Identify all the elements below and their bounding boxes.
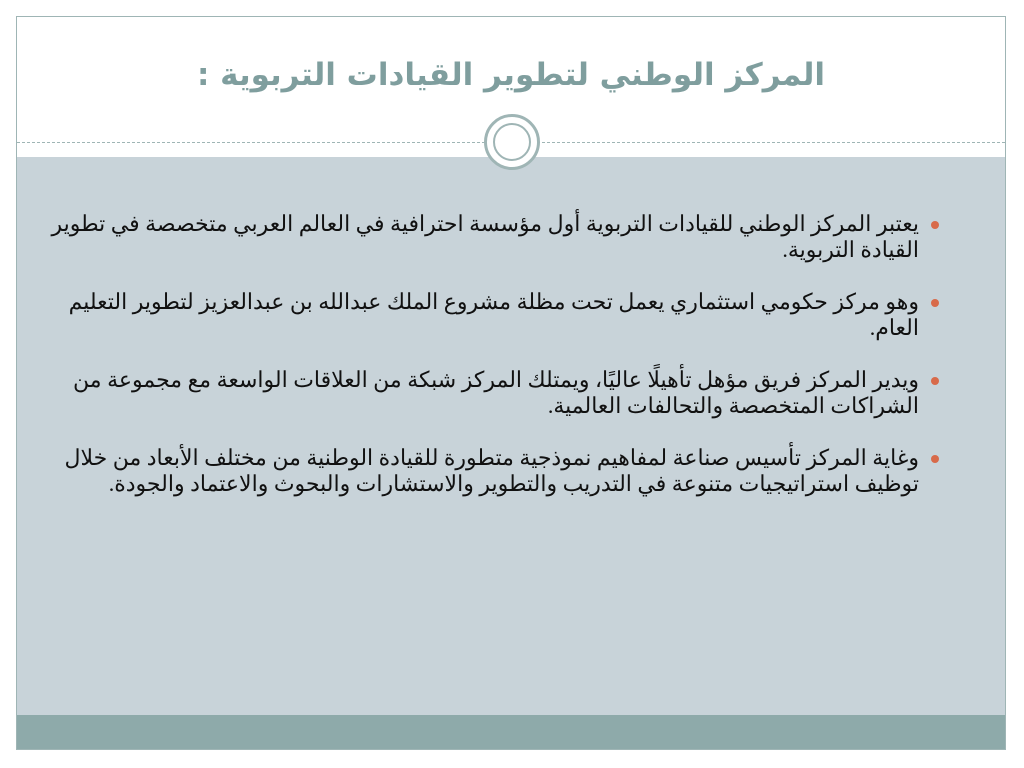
list-item bbox=[45, 445, 977, 497]
slide-title: المركز الوطني لتطوير القيادات التربوية : bbox=[196, 57, 826, 93]
bullet-text: وغاية المركز تأسيس صناعة لمفاهيم نموذجية متطورة للقيادة الوطنية من مختلف الأبعاد من خلال توظيف استراتيجيات متنوعة في التدريب والتطوير والاستشارات والبحوث والاعتماد والجودة. bbox=[64, 445, 919, 496]
bullet-dot-icon bbox=[931, 221, 939, 229]
list-item bbox=[45, 289, 977, 341]
bullet-list bbox=[45, 211, 977, 523]
bullet-text: ويدير المركز فريق مؤهل تأهيلًا عاليًا، ويمتلك المركز شبكة من العلاقات الواسعة مع مجموعة من الشراكات المتخصصة والتحالفات العالمية. bbox=[73, 367, 919, 418]
footer-bar bbox=[17, 715, 1005, 749]
bullet-text: وهو مركز حكومي استثماري يعمل تحت مظلة مشروع الملك عبدالله بن عبدالعزيز لتطوير التعليم العام. bbox=[68, 289, 919, 340]
bullet-dot-icon bbox=[931, 377, 939, 385]
bullet-dot-icon bbox=[931, 455, 939, 463]
list-item bbox=[45, 367, 977, 419]
bullet-dot-icon bbox=[931, 299, 939, 307]
bullet-text: يعتبر المركز الوطني للقيادات التربوية أول مؤسسة احترافية في العالم العربي متخصصة في تطوير القيادة التربوية. bbox=[51, 211, 919, 262]
slide bbox=[16, 16, 1006, 750]
list-item bbox=[45, 211, 977, 263]
divider-circle-inner-ring bbox=[493, 123, 531, 161]
divider-circle-ornament bbox=[484, 114, 540, 170]
